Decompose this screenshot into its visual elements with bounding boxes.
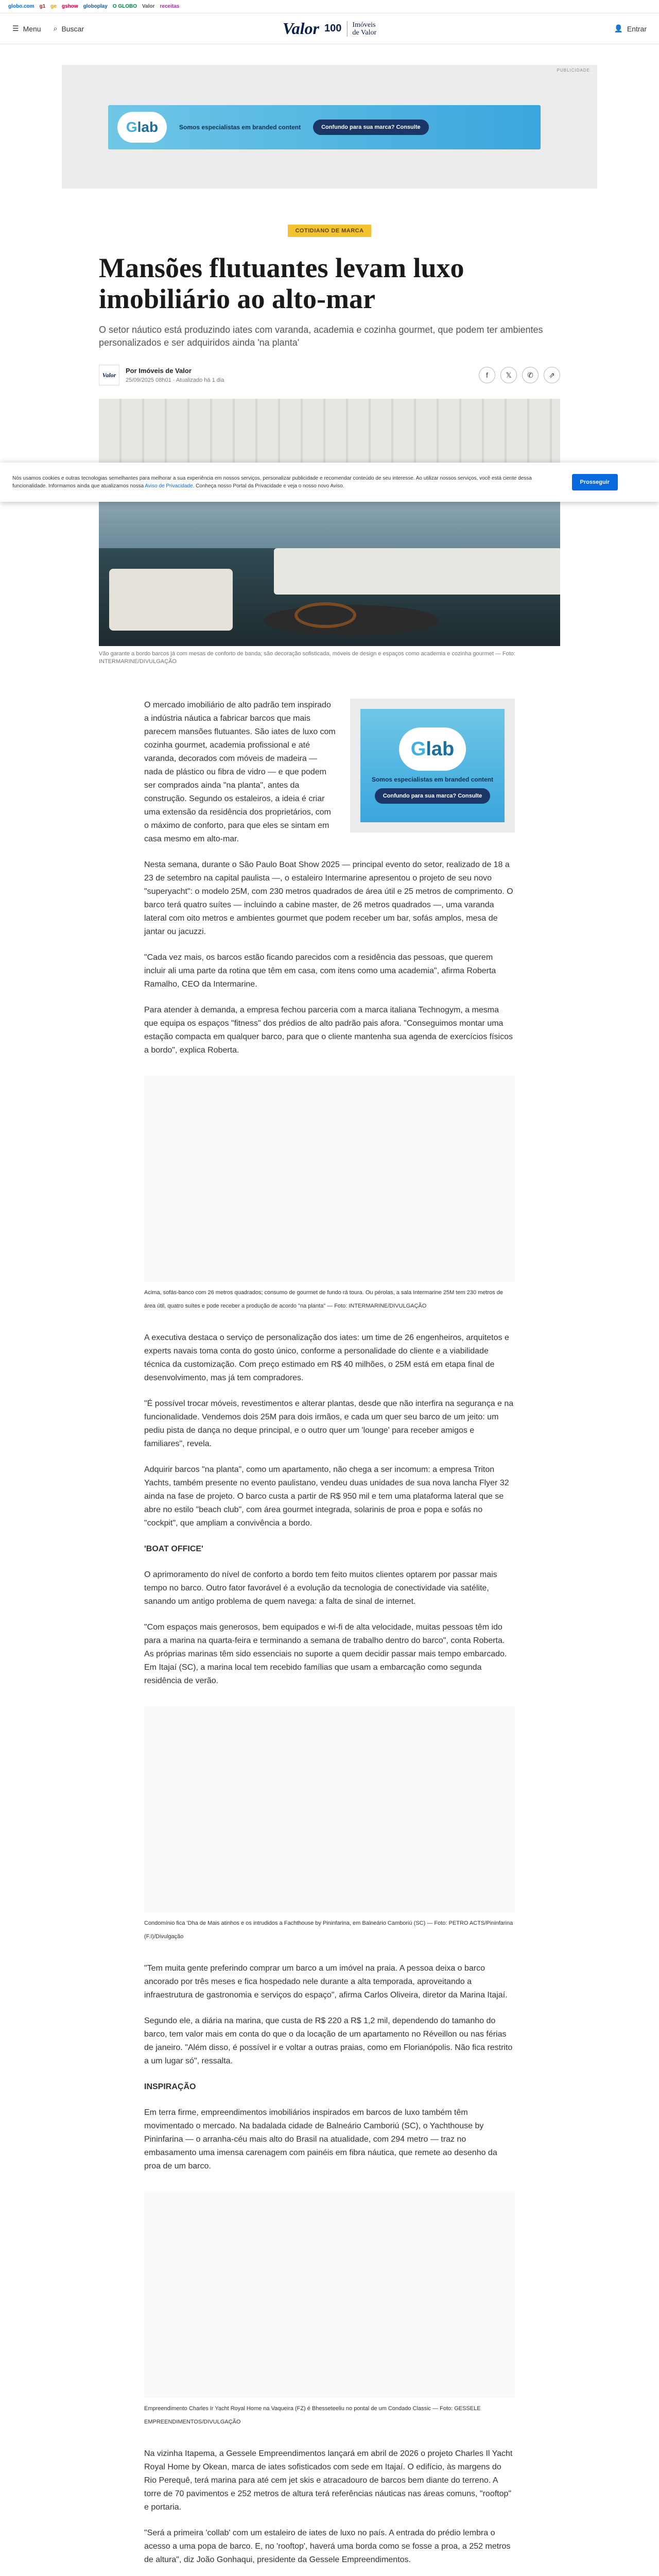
paragraph-10: "Tem muita gente preferindo comprar um barco a um imóvel na praia. A pessoa deixa o barco ancorado por três meses e fica hospedado nele durante a alta temporada, aproveitando a infraestrutura de gastronomia e serviços do espaço", afirma Carlos Oliveira, diretor da Marina Itajaí. [144,1964,508,1999]
glab-logo [117,112,167,143]
topbar-link-globoplay[interactable]: globoplay [83,4,108,9]
topbar-link-ge[interactable]: ge [50,4,57,9]
whatsapp-share-icon[interactable]: ✆ [522,367,539,383]
site-header [0,13,659,44]
article-photo-2 [144,1706,515,1912]
article-meta [99,365,560,385]
intro-block [144,699,515,858]
topbar-link-oglobo[interactable]: O GLOBO [112,4,137,9]
photo-caption-2: Condomínio fica 'Dha de Mais atinhos e os intrudidos a Fachthouse by Pininfarina, em Balneário Camboriú (SC) — Foto: PETRO ACTS/Pininfarina (F.I)/Divulgação [144,1920,513,1940]
glab-banner[interactable] [108,105,541,149]
author-logo: Valor [99,365,119,385]
side-ad-text: Somos especialistas em branded content [371,776,494,783]
paragraph-8: O aprimoramento do nível de conforto a bordo tem feito muitos clientes optarem por passar mais tempo no barco. Outro fator favorável é a evolução da tecnologia de conectividade via satélite, sanando um antigo problema de quem navega: a falta de sinal de internet. [144,1570,497,1606]
menu-label: Menu [23,24,41,33]
section-kicker[interactable]: COTIDIANO DE MARCA [288,225,371,237]
cookie-banner [0,463,659,502]
side-glab-logo [399,727,466,771]
paragraph-5: A executiva destaca o serviço de personalização dos iates: um time de 26 engenheiros, arquitetos e experts navais toma conta do gosto único, conforme a personalidade do cliente e a viabilidade técnica da customização. Com preço estimado em R$ 40 milhões, o 25M está em etapa final de desenvolvimento, mas já tem compradores. [144,1333,509,1382]
paragraph-14: "Será a primeira 'collab' com um estaleiro de iates de luxo no país. A entrada do prédio lembra o acesso a uma popa de barco. E, no 'rooftop', haverá uma borda como se fosse a proa, a 252 metros de altura", diz João Gonhaqui, presidente da Gessele Empreendimentos. [144,2529,511,2564]
hero-sofa [274,548,560,595]
logo-100-badge: 100 [324,23,342,34]
privacy-link[interactable]: Aviso de Privacidade [145,483,193,489]
paragraph-13: Na vizinha Itapema, a Gessele Empreendimentos lançará em abril de 2026 o projeto Charles Il Yacht Royal Home by Okean, marca de iates sofisticados com sede em Itajaí. O edifício, às margens do Rio Perequê, terá marina para até cem jet skis e atracadouro de barcos bem diante do terreno. A torre de 70 pavimentos e 252 metros de altura terá referências náuticas nas áreas comuns, "rooftop" e portaria. [144,2449,513,2512]
article [99,225,560,666]
glab-logo-lab: lab [137,119,159,135]
article-photo-1 [144,1076,515,1282]
search-label: Buscar [61,24,84,33]
byline [126,367,224,383]
kicker-wrap [99,225,560,237]
cookie-text-end: . Conheça nosso Portal da Privacidade e veja o nosso novo Aviso. [193,483,344,489]
hero-sofa-left [109,569,233,631]
article-body [144,699,515,2576]
side-ad-cta[interactable]: Confundo para sua marca? Consulte [375,788,491,804]
intertitle-inspiracao: INSPIRAÇÃO [144,2082,196,2091]
ad-label: PUBLICIDADE [557,68,590,73]
share-buttons [479,367,560,383]
hero-ceiling [99,399,560,471]
banner-text: Somos especialistas em branded content [179,124,301,131]
top-ad-slot [62,65,597,189]
topbar-link-valor[interactable]: Valor [142,4,155,9]
login-button[interactable] [614,24,647,33]
topbar-link-g1[interactable]: g1 [39,4,46,9]
author-name[interactable]: Por Imóveis de Valor [126,367,192,375]
x-share-icon[interactable]: 𝕏 [500,367,517,383]
cookie-accept-button[interactable]: Prosseguir [572,474,618,490]
hero-tray [294,602,356,628]
photo-caption-1: Acima, sofás-banco com 26 metros quadrados; consumo de gourmet de fundo rá toura. Ou pérolas, a sala Intermarine 25M tem 230 metros de área útil, quatro suítes e pode receber a produção de acordo "na planta" — Foto: INTERMARINE/DIVULGAÇÃO [144,1290,504,1309]
topbar-link-receitas[interactable]: receitas [160,4,180,9]
paragraph-7: Adquirir barcos "na planta", como um apartamento, não chega a ser incomum: a empresa Triton Yachts, também presente no evento paulistano, vendeu duas unidades de sua nova lancha Flyer 32 ainda na fase de projeto. O barco custa a partir de R$ 950 mil e tem uma plataforma lateral que se abre no estilo "beach club", com área gourmet integrada, solarinis de proa e popa e sofás no "cockpit", que ampliam a convivência a bordo. [144,1465,509,1528]
paragraph-3: "Cada vez mais, os barcos estão ficando parecidos com a residência das pessoas, que querem incluir ali uma parte da rotina que têm em casa, com itens como uma academia", afirma Roberta Ramalho, CEO da Intermarine. [144,953,496,989]
glab-logo-g: G [126,119,137,135]
hero-image [99,399,560,646]
side-glab-logo-lab: lab [426,738,455,760]
topbar-link-globo[interactable]: globo.com [8,4,34,9]
intertitle-boat-office: 'BOAT OFFICE' [144,1545,203,1553]
paragraph-12: Em terra firme, empreendimentos imobiliários inspirados em barcos de luxo também têm movimentado o mercado. Na badalada cidade de Balneário Camboriú (SC), o Yachthouse by Pininfarina — o arranha-céu mais alto do Brasil na atualidade, com 294 metro — traz no embasamento uma imensa carenagem com painéis em fibra náutica, que remete ao desenho da proa de um barco. [144,2108,497,2171]
topbar-link-gshow[interactable]: gshow [61,4,78,9]
facebook-share-icon[interactable]: f [479,367,495,383]
hamburger-icon: ☰ [12,24,19,32]
link-share-icon[interactable]: ⇗ [544,367,560,383]
paragraph-6: "É possível trocar móveis, revestimentos e alterar plantas, desde que não interfira na segurança e na funcionalidade. Vendemos dois 25M para dois irmãos, e cada um quer seu barco de um jeito: um pediu pista de dança no deque principal, e o outro quer um 'lounge' para receber amigos e familiares", revela. [144,1399,514,1448]
hero-caption: Vão garante a bordo barcos já com mesas de conforto de banda; são decoração sofisticada, móveis de design e espaços como academia e cozinha gourmet — Foto: INTERMARINE/DIVULGAÇÃO [99,651,515,665]
paragraph-2: Nesta semana, durante o São Paulo Boat Show 2025 — principal evento do setor, realizado de 18 a 23 de setembro na capital paulista —, o estaleiro Intermarine apresentou o projeto de seu novo "superyacht": o modelo 25M, com 230 metros quadrados de área útil e 25 metros de comprimento. O barco terá quatro suítes — incluindo a cabine master, de 26 metros quadrados —, uma varanda lateral com oito metros e ambientes gourmet que podem receber um bar, sofás amplos, mesa de jantar ou jacuzzi. [144,860,513,936]
site-logo[interactable] [283,19,376,38]
logo-sub-line-1: Imóveis [352,21,376,29]
login-label: Entrar [627,24,647,33]
search-button[interactable] [54,24,84,33]
user-icon: 👤 [614,24,623,32]
logo-sub-line-2: de Valor [352,28,377,37]
cookie-text-main: Nós usamos cookies e outras tecnologias semelhantes para melhorar a sua experiência em nossos serviços, personalizar publicidade e recomendar conteúdo de seu interesse. Ao utilizar nossos serviços, você está ciente dessa funcionalidade. Informamos ainda que atualizamos nossa [12,476,532,489]
logo-valor: Valor [282,19,319,38]
paragraph-4: Para atender à demanda, a empresa fechou parceria com a marca italiana Technogym, a mesma que equipa os espaços "fitness" dos prédios de alto padrão pais afora. "Conseguimos montar uma estação compacta em qualquer barco, para que o cliente mantenha sua agenda de exercícios físicos a bordo", explica Roberta. [144,1006,513,1055]
side-glab-logo-g: G [410,738,426,760]
cookie-text [12,474,558,490]
article-title: Mansões flutuantes levam luxo imobiliário ao alto-mar [99,252,464,314]
search-icon: ⌕ [53,24,58,32]
paragraph-11: Segundo ele, a diária na marina, que custa de R$ 220 a R$ 1,2 mil, dependendo do tamanho do barco, tem valor mais em conta do que o da locação de um apartamento no Réveillon ou nas férias de janeiro. "Além disso, é possível ir e voltar a outras praias, como em Florianópolis. Não fica restrito a um lugar só", ressalta. [144,2016,513,2065]
menu-button[interactable] [12,24,41,33]
logo-section-name [352,21,376,37]
publish-date: 25/09/2025 08h01 · Atualizado há 1 dia [126,377,224,383]
article-photo-3 [144,2192,515,2398]
paragraph-9: "Com espaços mais generosos, bem equipados e wi-fi de alta velocidade, muitas pessoas têm ido para a marina na quarta-feira e terminando a semana de trabalho dentro do barco", conta Roberta. As próprias marinas têm sido essenciais no suporte a quem decidir passar mais tempo embarcado. Em Itajaí (SC), a marina local tem recebido famílias que usam a embarcação como segunda residência de verão. [144,1623,507,1685]
photo-caption-3: Empreendimento Charles Ir Yacht Royal Home na Vaqueira (FZ) é Bhesseteeliu no pontal de um Condado Classic — Foto: GESSELE EMPREENDIMENTOS/DIVULGAÇÃO [144,2405,481,2425]
globo-topbar [0,0,659,13]
side-ad-banner[interactable] [360,709,505,822]
logo-divider [346,21,347,37]
paragraph-1: O mercado imobiliário de alto padrão tem inspirado a indústria náutica a fabricar barcos que mais parecem mansões flutuantes. São iates de luxo com cozinha gourmet, academia profissional e até varanda, decorados com móveis de madeira — nada de plástico ou fibra de vidro — e que podem ser comprados ainda "na planta", antes da construção. Segundo os estaleiros, a ideia é criar uma extensão da residência dos proprietários, com o máximo de conforto, para que eles se sintam em casa mesmo em alto-mar. [144,701,336,843]
side-ad-slot[interactable] [350,699,515,833]
article-subtitle: O setor náutico está produzindo iates com varanda, academia e cozinha gourmet, que podem ter ambientes personalizados e ser adquiridos ainda 'na planta' [99,325,543,348]
banner-cta[interactable]: Confundo para sua marca? Consulte [313,120,429,135]
